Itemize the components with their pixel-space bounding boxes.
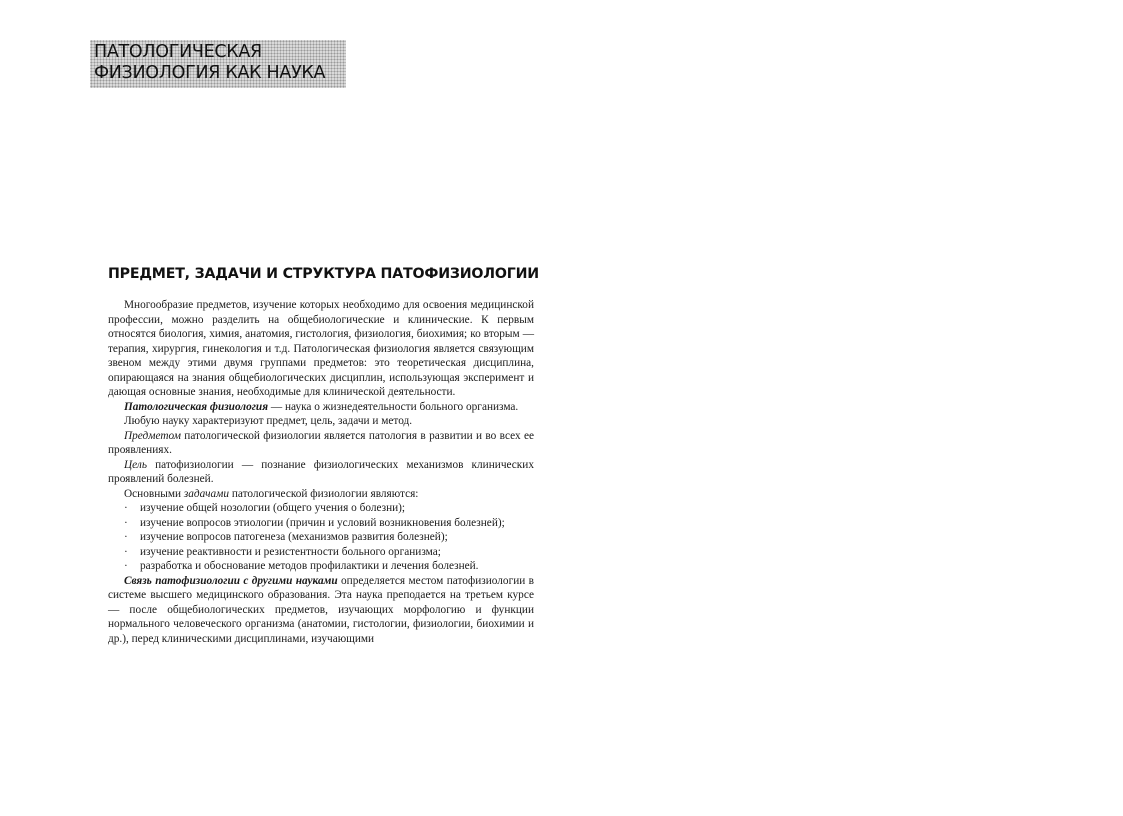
list-item-text: изучение вопросов патогенеза (механизмов развития болезней);	[140, 531, 448, 543]
tasks-list	[108, 501, 534, 574]
definition-term: Патологическая физиология	[124, 400, 269, 413]
relations-text: определяется местом патофизиологии в системе высшего медицинского образования. Эта наука преподается на третьем курсе — после общебиологических предметов, изучающих морфологию и функции нормального человеческого организма (анатомии, гистологии, физиологии, биохимии и др.), перед клиническими дисциплинами, изучающими	[108, 574, 534, 645]
list-item-text: разработка и обоснование методов профилактики и лечения болезней.	[140, 560, 479, 572]
bullet-marker: ·	[124, 502, 128, 514]
chapter-title-line-2: ФИЗИОЛОГИЯ КАК НАУКА	[94, 63, 326, 83]
definition-text: — наука о жизнедеятельности больного организма.	[268, 400, 519, 413]
bullet-marker: ·	[124, 516, 128, 529]
list-item	[108, 516, 534, 531]
goal-term: Цель	[124, 458, 147, 471]
paragraph-intro: Многообразие предметов, изучение которых необходимо для освоения медицинской профессии, можно разделить на общебиологические и клинические. К первым относятся биология, химия, анатомия, гистология, физиология, биохимия; ко вторым — терапия, хирургия, гинекология и т.д. Патологическая физиология является связующим звеном между этими двумя группами предметов: это теоретическая дисциплина, опирающаяся на знания общебиологических дисциплин, использующая эксперимент и дающая основные знания, необходимые для клинической деятельности.	[108, 299, 534, 398]
list-item-text: изучение общей нозологии (общего учения о болезни);	[140, 502, 406, 514]
list-item-text: изучение реактивности и резистентности больного организма;	[140, 545, 441, 558]
list-item	[108, 545, 534, 560]
list-item	[108, 559, 534, 574]
chapter-header	[90, 40, 346, 88]
tasks-intro-rest: патологической физиологии являются:	[229, 487, 419, 500]
bullet-marker: ·	[124, 531, 128, 543]
paragraph-goal	[108, 458, 534, 487]
paragraph-tasks-intro	[108, 487, 534, 502]
bullet-marker: ·	[124, 545, 128, 558]
paragraph-subject	[108, 429, 534, 458]
subject-text: патологической физиологии является патология в развитии и во всех ее проявлениях.	[108, 429, 534, 456]
list-item	[108, 501, 534, 516]
relations-term: Связь патофизиологии с другими науками	[124, 574, 338, 587]
body-text	[108, 298, 534, 646]
section-title: ПРЕДМЕТ, ЗАДАЧИ И СТРУКТУРА ПАТОФИЗИОЛОГИИ	[108, 266, 539, 282]
list-item-text: изучение вопросов этиологии (причин и условий возникновения болезней);	[140, 516, 505, 529]
subject-term: Предметом	[124, 429, 181, 442]
paragraph-relations	[108, 574, 534, 647]
list-item	[108, 530, 534, 545]
bullet-marker: ·	[124, 560, 128, 572]
paragraph-science-traits: Любую науку характеризуют предмет, цель, задачи и метод.	[124, 415, 413, 427]
tasks-intro-start: Основными	[124, 487, 184, 500]
chapter-title-line-1: ПАТОЛОГИЧЕСКАЯ	[94, 42, 262, 62]
tasks-term: задачами	[183, 487, 230, 500]
goal-text: патофизиологии — познание физиологических механизмов клинических проявлений болезней.	[108, 458, 534, 485]
paragraph-definition	[108, 400, 534, 415]
